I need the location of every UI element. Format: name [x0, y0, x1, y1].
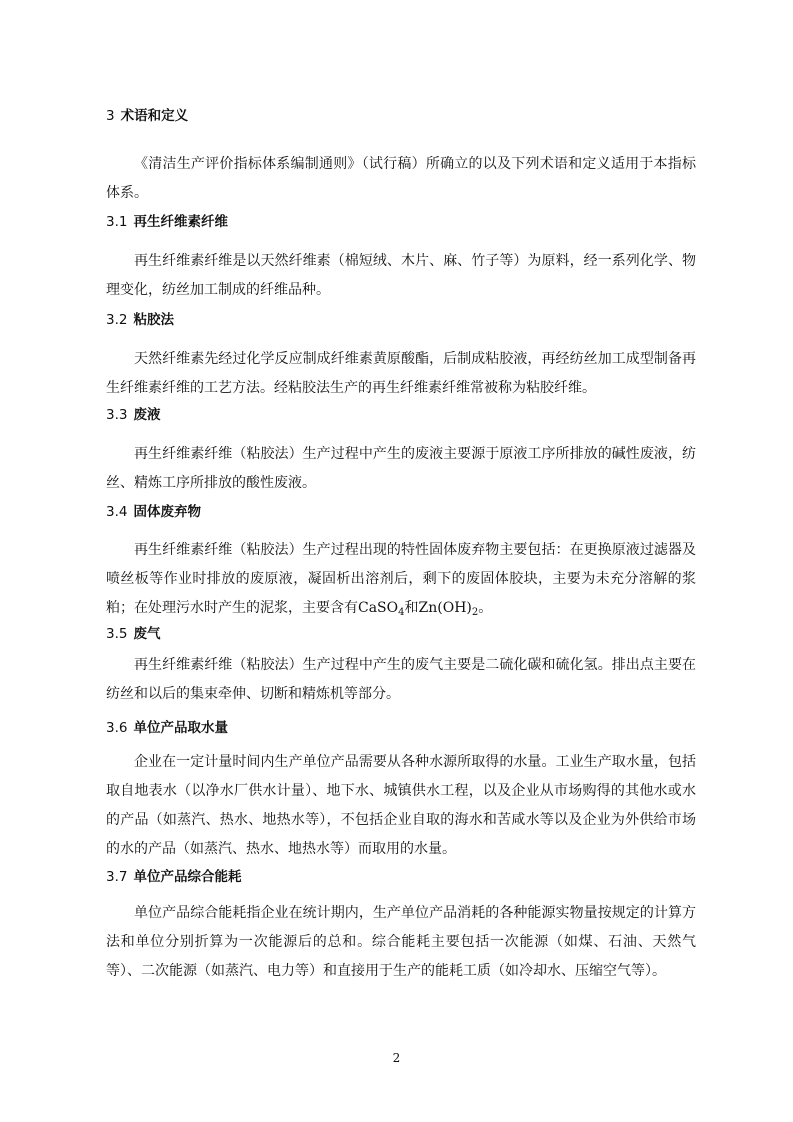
- section-title: 术语和定义: [120, 108, 189, 124]
- term-heading-3-7: [106, 867, 696, 887]
- term-heading-3-5: [106, 624, 696, 644]
- term-number: 3.7: [106, 869, 128, 885]
- term-paragraph-3-4: [106, 536, 696, 623]
- connector-text: 和: [404, 600, 419, 616]
- term-heading-3-4: [106, 502, 696, 522]
- section-heading: [106, 106, 696, 126]
- term-title: 废气: [133, 626, 161, 642]
- term-heading-3-1: [106, 212, 696, 232]
- page-number: 2: [392, 1051, 401, 1065]
- term-title: 单位产品取水量: [133, 720, 228, 736]
- term-heading-3-6: [106, 718, 696, 738]
- chemical-formula-znoh2: $Zn(OH)_2$: [418, 600, 479, 618]
- section-number: 3: [106, 108, 115, 124]
- term-text-end: 。: [478, 600, 493, 616]
- term-number: 3.1: [106, 214, 128, 230]
- term-number: 3.6: [106, 720, 128, 736]
- term-paragraph-3-7: 单位产品综合能耗指企业在统计期内，生产单位产品消耗的各种能源实物量按规定的计算方法和单位分别折算为一次能源后的总和。综合能耗主要包括一次能源（如煤、石油、天然气等）、二次能源（如蒸汽、电力等）和直接用于生产的能耗工质（如冷却水、压缩空气等）。: [106, 905, 696, 979]
- term-number: 3.3: [106, 407, 128, 423]
- term-title: 固体废弃物: [133, 504, 201, 520]
- term-paragraph-3-2: 天然纤维素先经过化学反应制成纤维素黄原酸酯，后制成粘胶液，再经纺丝加工成型制备再生纤维素纤维的工艺方法。经粘胶法生产的再生纤维素纤维常被称为粘胶纤维。: [106, 351, 696, 396]
- term-title: 单位产品综合能耗: [133, 869, 242, 885]
- term-text: 再生纤维素纤维（粘胶法）生产过程出现的特性固体废弃物主要包括：在更换原液过滤器及喷丝板等作业时排放的废原液，凝固析出溶剂后，剩下的废固体胶块，主要为未充分溶解的浆粕；在处理污水时产生的泥浆，主要含有: [106, 542, 696, 616]
- term-paragraph-3-3: 再生纤维素纤维（粘胶法）生产过程中产生的废液主要源于原液工序所排放的碱性废液，纺丝、精炼工序所排放的酸性废液。: [106, 446, 696, 491]
- intro-paragraph: 《清洁生产评价指标体系编制通则》（试行稿）所确立的以及下列术语和定义适用于本指标体系。: [106, 156, 696, 201]
- term-title: 再生纤维素纤维: [133, 214, 228, 230]
- term-number: 3.4: [106, 504, 128, 520]
- term-paragraph-3-1: 再生纤维素纤维是以天然纤维素（棉短绒、木片、麻、竹子等）为原料，经一系列化学、物理变化，纺丝加工制成的纤维品种。: [106, 253, 696, 298]
- term-paragraph-3-6: 企业在一定计量时间内生产单位产品需要从各种水源所取得的水量。工业生产取水量，包括取自地表水（以净水厂供水计量）、地下水、城镇供水工程，以及企业从市场购得的其他水或水的产品（如蒸汽、热水、地热水等），不包括企业自取的海水和苦咸水等以及企业为外供给市场的水的产品（如蒸汽、热水、地热水等）而取用的水量。: [106, 754, 696, 857]
- term-number: 3.2: [106, 312, 128, 328]
- term-heading-3-2: [106, 310, 696, 330]
- term-heading-3-3: [106, 405, 696, 425]
- term-title: 粘胶法: [133, 312, 174, 328]
- term-title: 废液: [133, 407, 161, 423]
- term-number: 3.5: [106, 626, 128, 642]
- term-paragraph-3-5: 再生纤维素纤维（粘胶法）生产过程中产生的废气主要是二硫化碳和硫化氢。排出点主要在纺丝和以后的集束牵伸、切断和精炼机等部分。: [106, 657, 696, 702]
- chemical-formula-caso4: CaSO$_4$: [358, 600, 405, 618]
